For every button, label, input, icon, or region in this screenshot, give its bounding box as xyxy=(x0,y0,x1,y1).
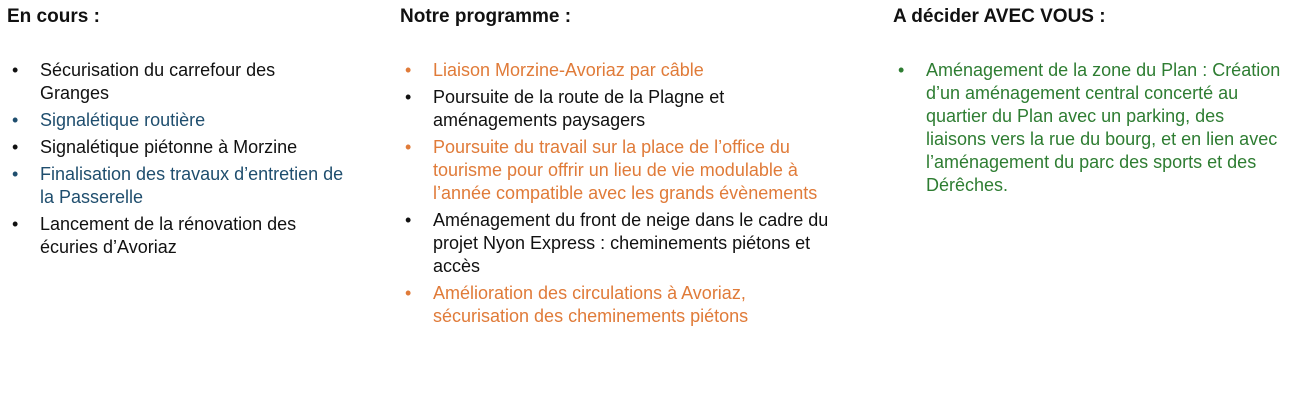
column-title: A décider AVEC VOUS : xyxy=(893,6,1106,27)
list-item xyxy=(400,86,840,132)
bullet-icon: • xyxy=(12,110,19,130)
list-item-text: Signalétique routière xyxy=(40,110,206,130)
list-item xyxy=(893,59,1283,197)
list-item-text: Aménagement du front de neige dans le cadre du projet Nyon Express : cheminements piétons et accès xyxy=(433,210,829,276)
bullet-icon: • xyxy=(898,60,905,80)
bullet-icon: • xyxy=(405,283,412,303)
bullet-icon: • xyxy=(12,164,19,184)
list-item-text: Poursuite de la route de la Plagne et aménagements paysagers xyxy=(433,87,725,130)
list-item xyxy=(400,209,840,278)
bullet-icon: • xyxy=(12,214,19,234)
column-a-decider xyxy=(893,0,1283,201)
list-item-text: Signalétique piétonne à Morzine xyxy=(40,137,298,157)
list-item-text: Amélioration des circulations à Avoriaz, sécurisation des cheminements piétons xyxy=(433,283,749,326)
column-notre-programme xyxy=(400,0,840,332)
column-en-cours xyxy=(7,0,347,263)
column-title: En cours : xyxy=(7,6,100,27)
list-item-text: Liaison Morzine-Avoriaz par câble xyxy=(433,60,704,80)
list-item xyxy=(7,136,347,159)
bullet-icon: • xyxy=(12,137,19,157)
list-item-text: Lancement de la rénovation des écuries d’Avoriaz xyxy=(40,214,297,257)
bullet-icon: • xyxy=(12,60,19,80)
list-item xyxy=(400,136,840,205)
item-list xyxy=(7,59,347,259)
bullet-icon: • xyxy=(405,210,412,230)
list-item xyxy=(7,163,347,209)
list-item-text: Aménagement de la zone du Plan : Création d’un aménagement central concerté au quartier du Plan avec un parking, des liaisons vers la rue du bourg, et en lien avec l’aménagement du parc des sports et des Dérêches. xyxy=(926,60,1281,195)
list-item-text: Finalisation des travaux d’entretien de la Passerelle xyxy=(40,164,344,207)
list-item xyxy=(400,282,840,328)
list-item-text: Sécurisation du carrefour des Granges xyxy=(40,60,276,103)
list-item xyxy=(7,109,347,132)
item-list xyxy=(400,59,840,328)
column-title: Notre programme : xyxy=(400,6,572,27)
list-item-text: Poursuite du travail sur la place de l’office du tourisme pour offrir un lieu de vie modulable à l’année compatible avec les grands évènements xyxy=(433,137,818,203)
item-list xyxy=(893,59,1283,197)
list-item xyxy=(400,59,840,82)
list-item xyxy=(7,59,347,105)
bullet-icon: • xyxy=(405,137,412,157)
bullet-icon: • xyxy=(405,87,412,107)
bullet-icon: • xyxy=(405,60,412,80)
list-item xyxy=(7,213,347,259)
